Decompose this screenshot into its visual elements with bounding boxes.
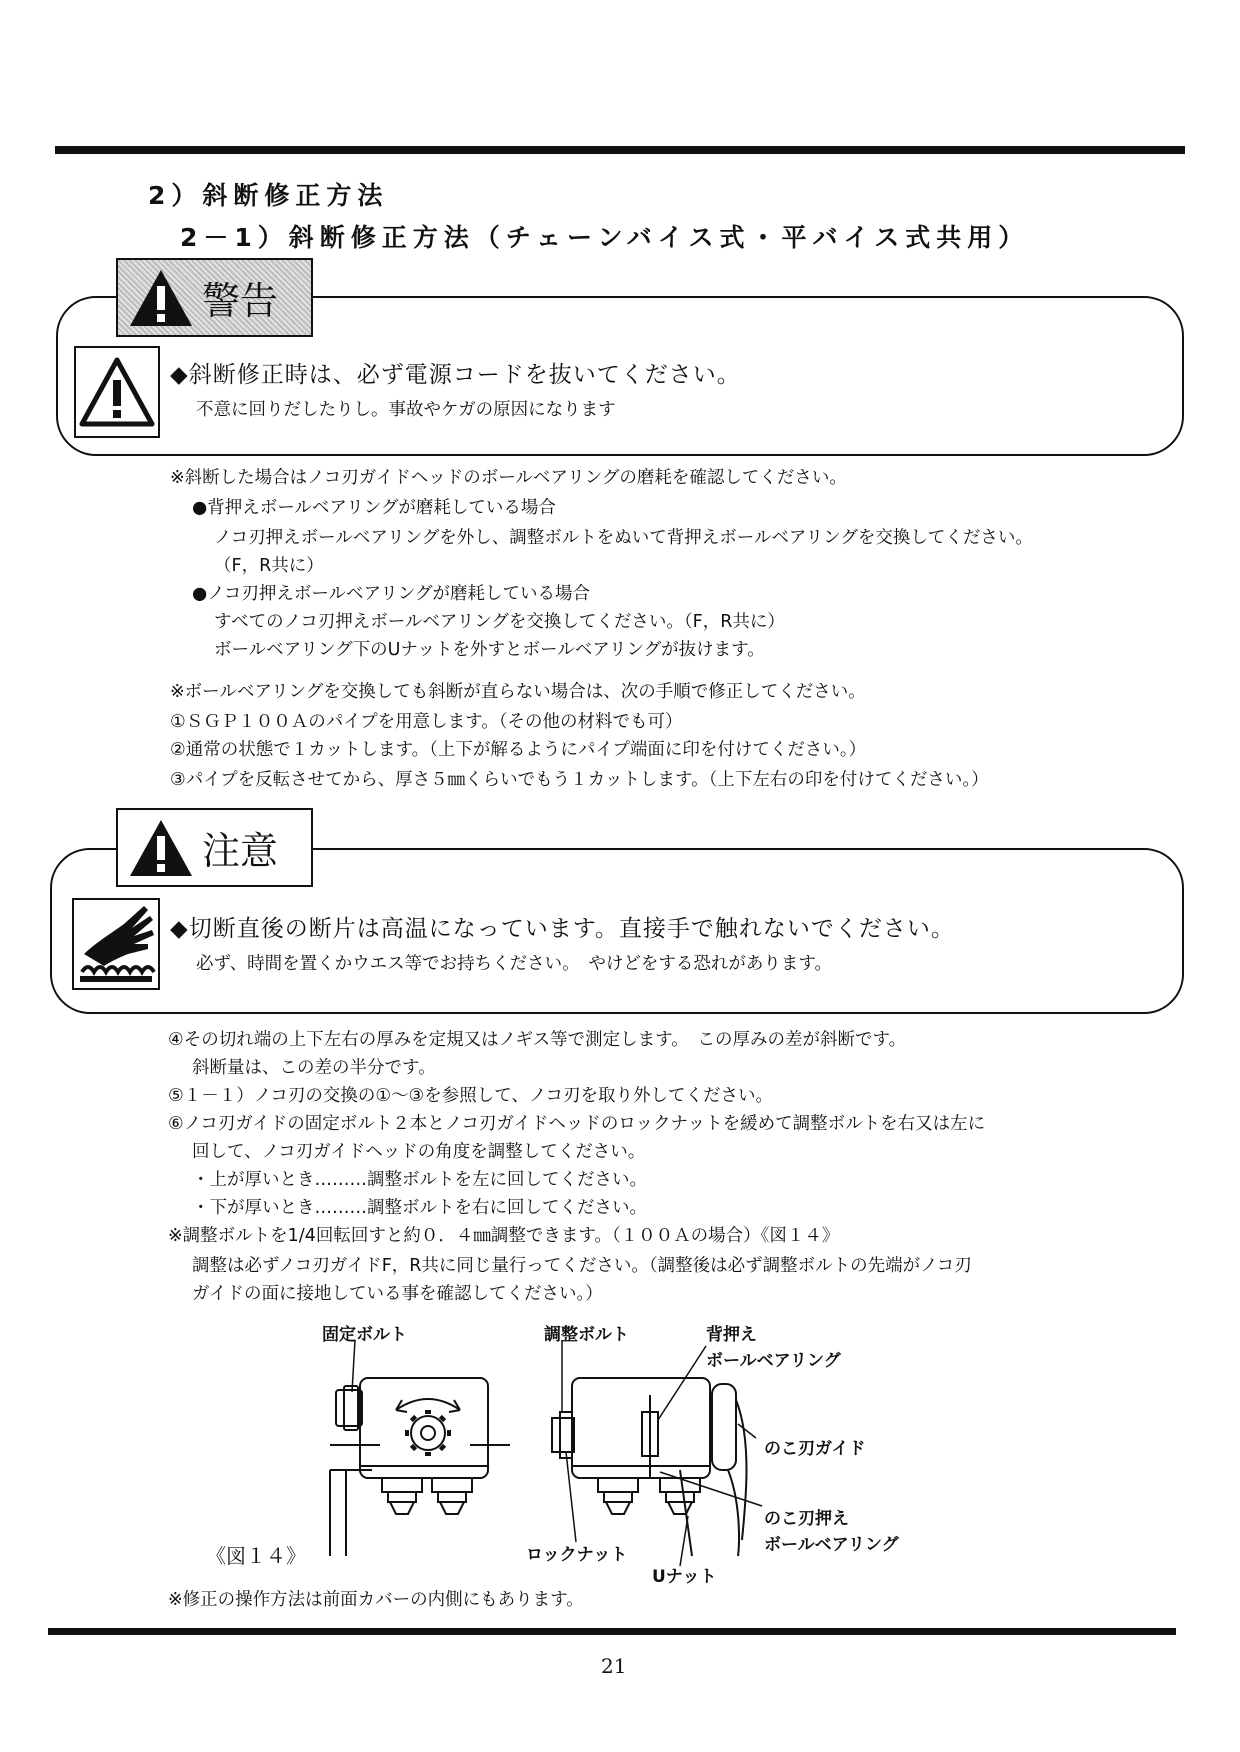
warning-symbol-icon xyxy=(76,348,158,436)
step-6-upper: ・上が厚いとき………調整ボルトを左に回してください。 xyxy=(192,1170,647,1190)
step-4: ④その切れ端の上下左右の厚みを定規又はノギス等で測定します。 この厚みの差が斜断です。 xyxy=(168,1030,907,1050)
label-lock-nut: ロックナット xyxy=(526,1545,628,1565)
adjust-note-2: 調整は必ずノコ刃ガイドF，R共に同じ量行ってください。（調整後は必ず調整ボルトの先端がノコ刃 xyxy=(192,1256,972,1276)
adjust-note-3: ガイドの面に接地している事を確認してください。） xyxy=(192,1284,603,1304)
warning-tab xyxy=(116,258,313,337)
adjust-note: ※調整ボルトを1/4回転回すと約０．４㎜調整できます。（１００Ａの場合）《図１４》 xyxy=(168,1226,840,1246)
note-3: ノコ刃押えボールベアリングを外し、調整ボルトをぬいて背押えボールベアリングを交換してください。 xyxy=(214,528,1033,548)
page-number: 21 xyxy=(601,1654,627,1678)
warning-triangle-icon xyxy=(128,268,194,328)
step-2: ②通常の状態で１カットします。（上下が解るようにパイプ端面に印を付けてください。） xyxy=(170,740,867,760)
note-2: ●背押えボールベアリングが磨耗している場合 xyxy=(192,498,556,518)
label-adjust-bolt: 調整ボルト xyxy=(544,1325,629,1345)
caution-tab-label: 注意 xyxy=(202,829,279,873)
hot-surface-hand-icon xyxy=(74,900,158,988)
step-1: ①ＳＧＰ１００Ａのパイプを用意します。（その他の材料でも可） xyxy=(170,712,683,732)
label-u-nut: Uナット xyxy=(652,1567,717,1587)
caution-sub-text: 必ず、時間を置くかウエス等でお持ちください。 やけどをする恐れがあります。 xyxy=(196,954,832,974)
label-back-bearing-2: ボールベアリング xyxy=(706,1351,841,1371)
label-press-bearing-1: のこ刃押え xyxy=(764,1509,849,1529)
bottom-rule xyxy=(48,1628,1176,1635)
note-7: ボールベアリング下のUナットを外すとボールベアリングが抜けます。 xyxy=(214,640,765,660)
warning-main-text: ◆斜断修正時は、必ず電源コードを抜いてください。 xyxy=(170,362,741,388)
caution-tab xyxy=(116,808,313,887)
figure-caption: 《図１４》 xyxy=(206,1544,306,1568)
note-4: （F，R共に） xyxy=(214,556,324,576)
caution-main-text: ◆切断直後の断片は高温になっています。直接手で触れないでください。 xyxy=(170,916,955,942)
warning-tab-label: 警告 xyxy=(202,279,279,323)
note-5: ●ノコ刃押えボールベアリングが磨耗している場合 xyxy=(192,584,590,604)
step-6-cont: 回して、ノコ刃ガイドヘッドの角度を調整してください。 xyxy=(192,1142,646,1162)
step-intro: ※ボールベアリングを交換しても斜断が直らない場合は、次の手順で修正してください。 xyxy=(170,682,866,702)
warning-icon-box xyxy=(74,346,160,438)
label-blade-guide: のこ刃ガイド xyxy=(764,1439,866,1459)
subsection-title: 2－1）斜断修正方法（チェーンバイス式・平バイス式共用） xyxy=(180,223,1030,252)
label-press-bearing-2: ボールベアリング xyxy=(764,1535,899,1555)
footer-note: ※修正の操作方法は前面カバーの内側にもあります。 xyxy=(168,1590,584,1610)
section-title: 2）斜断修正方法 xyxy=(148,181,389,210)
step-6: ⑥ノコ刃ガイドの固定ボルト２本とノコ刃ガイドヘッドのロックナットを緩めて調整ボルトを右又は左に xyxy=(168,1114,986,1134)
label-back-bearing-1: 背押え xyxy=(706,1325,757,1345)
step-5: ⑤１－１）ノコ刃の交換の①～③を参照して、ノコ刃を取り外してください。 xyxy=(168,1086,773,1106)
note-6: すべてのノコ刃押えボールベアリングを交換してください。（F，R共に） xyxy=(214,612,785,632)
top-rule xyxy=(55,146,1185,154)
label-fixed-bolt: 固定ボルト xyxy=(322,1325,407,1345)
note-1: ※斜断した場合はノコ刃ガイドヘッドのボールベアリングの磨耗を確認してください。 xyxy=(170,468,847,488)
step-6-lower: ・下が厚いとき………調整ボルトを右に回してください。 xyxy=(192,1198,647,1218)
caution-triangle-icon xyxy=(128,818,194,878)
step-4-cont: 斜断量は、この差の半分です。 xyxy=(192,1058,436,1078)
caution-icon-box xyxy=(72,898,160,990)
warning-sub-text: 不意に回りだしたりし。事故やケガの原因になります xyxy=(196,400,616,420)
step-3: ③パイプを反転させてから、厚さ５㎜くらいでもう１カットします。（上下左右の印を付けてください。） xyxy=(170,770,989,790)
